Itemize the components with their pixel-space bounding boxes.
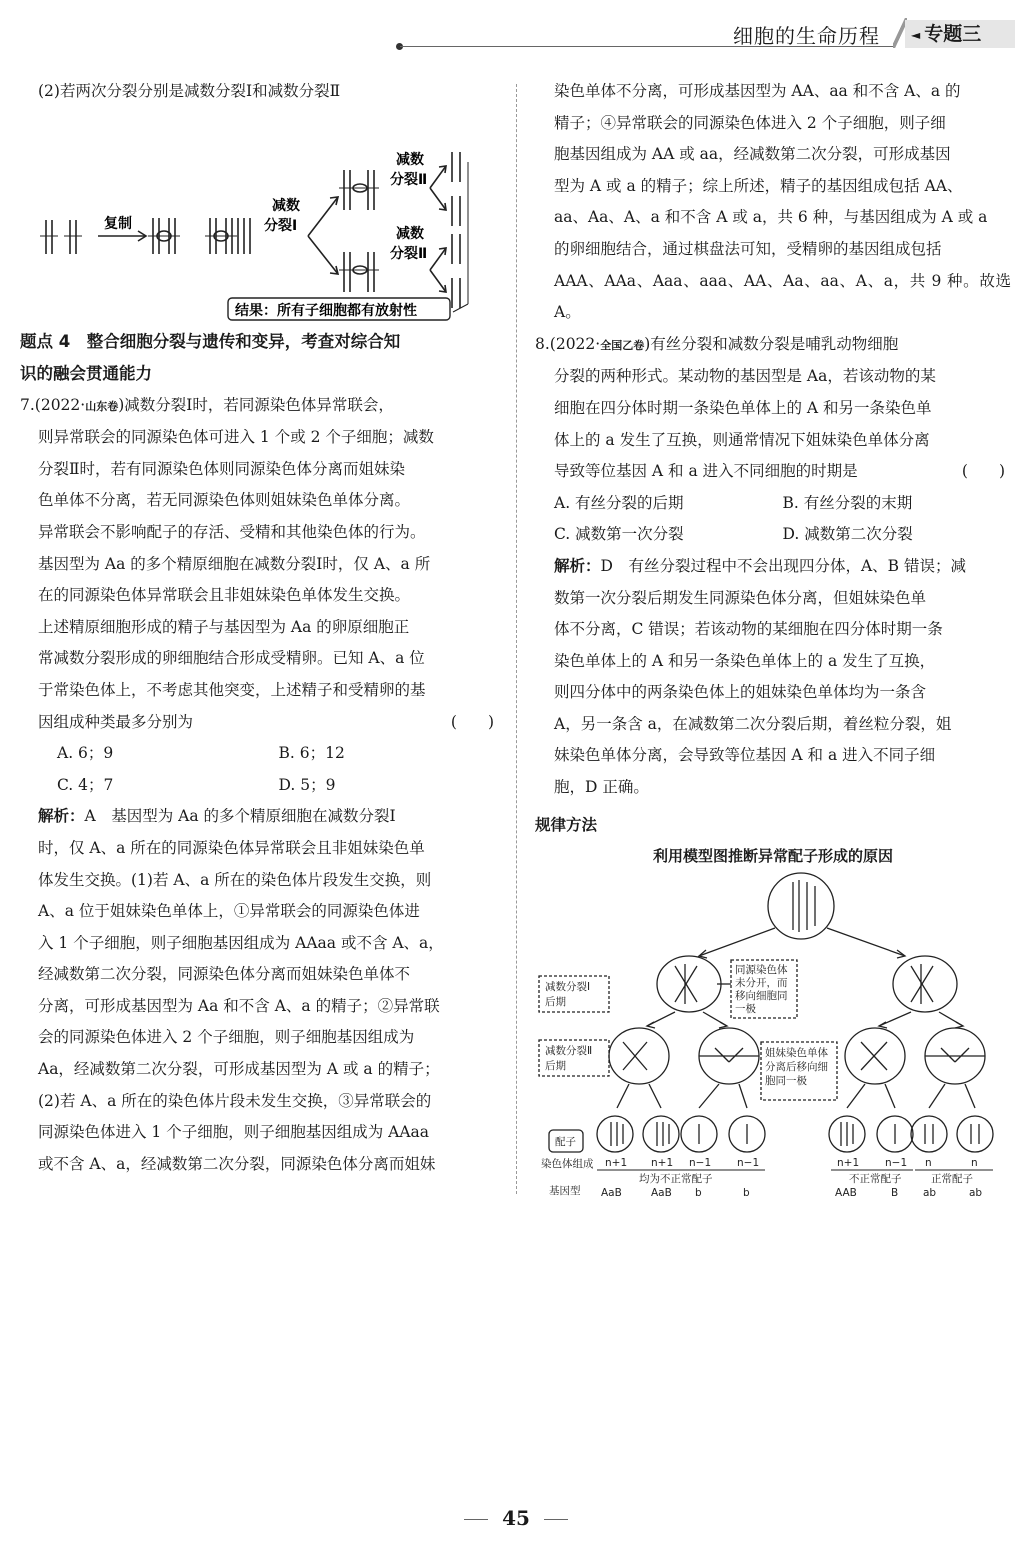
genotype: AAB: [835, 1186, 857, 1199]
q8-line: 导致等位基因 A 和 a 进入不同细胞的时期是 ( ): [535, 456, 1011, 488]
q8-number: 8.(2022·: [535, 334, 601, 353]
option-c: C. 4；7: [57, 775, 114, 794]
ans7-cont-line: 的卵细胞结合，通过棋盘法可知，受精卵的基因组成包括: [554, 239, 942, 258]
intro-line: (2)若两次分裂分别是减数分裂Ⅰ和减数分裂Ⅱ: [38, 82, 341, 100]
group-normal: 正常配子: [931, 1172, 973, 1185]
chrom-val: n+1: [837, 1156, 860, 1169]
ans7-cont-line: AAA、AAa、Aaa、aaa、AA、Aa、aa、A、a，共 9 种。故选 A。: [554, 271, 1011, 322]
label-genotype: 基因型: [549, 1184, 581, 1197]
ans7-cont-line: 型为 A 或 a 的精子；综上所述，精子的基因组成包括 AA、: [554, 176, 963, 195]
q7-line: 在的同源染色体异常联会且非姐妹染色单体发生交换。: [38, 586, 411, 605]
q8-options-row-2: [535, 519, 1011, 551]
header-tag-label: 专题三: [924, 23, 982, 45]
ans7-line: 时，仅 A、a 所在的同源染色体异常联会且非姐妹染色单: [38, 838, 425, 857]
note-mii-1: 姐妹染色单体: [765, 1046, 828, 1059]
column-divider: [516, 84, 517, 1194]
topic-heading-1: 题点 4 整合细胞分裂与遗传和变异，考查对综合知: [20, 331, 401, 351]
option-a: A. 6；9: [57, 744, 114, 763]
ans7-line: 经减数第二次分裂，同源染色体分离而姐妹染色单体不: [38, 965, 411, 984]
q8-line: 分裂的两种形式。某动物的基因型是 Aa，若该动物的某: [554, 367, 936, 386]
label-mii-2: 后期: [545, 1059, 566, 1072]
ans7-line: A、a 位于姐妹染色单体上，①异常联会的同源染色体进: [38, 902, 420, 921]
q7-options-row-1: [38, 738, 500, 770]
q7-line: 异常联会不影响配子的存活、受精和其他染色体的行为。: [38, 522, 426, 541]
label-mi-2: 后期: [545, 995, 566, 1008]
group-abnormal: 不正常配子: [849, 1172, 902, 1185]
group-abnormal-all: 均为不正常配子: [639, 1172, 713, 1185]
q7-line: 因组成种类最多分别为 ( ): [38, 707, 500, 739]
option-c: C. 减数第一次分裂: [554, 525, 684, 544]
chrom-val: n: [925, 1156, 932, 1169]
dash-left: [464, 1519, 488, 1520]
q7-line: 色单体不分离，若无同源染色体则姐妹染色单体分离。: [38, 491, 411, 510]
label-meiosis2-b: 分裂Ⅱ: [390, 171, 428, 188]
q7-number: 7.(2022·: [20, 395, 86, 414]
figure-caption: 利用模型图推断异常配子形成的原因: [652, 846, 893, 865]
left-column: [20, 76, 500, 1180]
q7-line: 则异常联会的同源染色体可进入 1 个或 2 个子细胞；减数: [38, 428, 434, 447]
ans8-line: 则四分体中的两条染色体上的姐妹染色单体均为一条含: [554, 683, 927, 702]
answer-8: [535, 551, 1011, 804]
genotype: AaB: [651, 1186, 672, 1199]
note-mi-4: 一极: [735, 1002, 756, 1015]
page-number: 45: [0, 1506, 1032, 1530]
ans7-line: 会的同源染色体进入 2 个子细胞，则子细胞基因组成为: [38, 1028, 415, 1047]
genotype: b: [695, 1186, 702, 1199]
chrom-val: n−1: [885, 1156, 908, 1169]
triangle-left-icon: ◄: [911, 27, 921, 42]
q7-line: 常减数分裂形成的卵细胞结合形成受精卵。已知 A、a 位: [38, 649, 425, 668]
ans7-line: 分离，可形成基因型为 Aa 和不含 A、a 的精子；②异常联: [38, 996, 440, 1015]
dash-right: [544, 1519, 568, 1520]
ans8-line-0: 解析：D 有丝分裂过程中不会出现四分体，A、B 错误；减: [554, 556, 966, 575]
q7-line: 分裂Ⅱ时，若有同源染色体则同源染色体分离而姐妹染: [38, 459, 406, 478]
genotype: ab: [969, 1186, 983, 1199]
label-mi-1: 减数分裂Ⅰ: [545, 980, 591, 993]
option-d: D. 5；9: [278, 775, 336, 794]
ans8-line: 胞，D 正确。: [554, 778, 649, 797]
genotype: b: [743, 1186, 750, 1199]
chrom-val: n−1: [737, 1156, 760, 1169]
note-mi-2: 未分开，而: [735, 976, 788, 989]
answer-7-continued: [535, 76, 1011, 329]
header-tag: [905, 20, 1015, 48]
label-meiosis2-a: 减数: [396, 151, 424, 168]
note-mii-3: 胞同一极: [765, 1074, 807, 1087]
label-meiosis2-c: 减数: [396, 225, 424, 242]
q7-line: 于常染色体上，不考虑其他突变，上述精子和受精卵的基: [38, 680, 426, 699]
replication-diagram: [38, 112, 500, 322]
ans7-line: (2)若 A、a 所在的染色体片段未发生交换，③异常联会的: [38, 1091, 432, 1110]
label-gamete: 配子: [555, 1135, 576, 1148]
note-mii-2: 分离后移向细: [765, 1060, 828, 1073]
ans7-cont-line: 染色单体不分离，可形成基因型为 AA、aa 和不含 A、a 的: [554, 82, 961, 100]
label-copy: 复制: [104, 215, 132, 232]
answer-blank: ( ): [450, 712, 494, 731]
answer-7: [38, 801, 500, 1180]
ans7-cont-line: 精子；④异常联会的同源染色体进入 2 个子细胞，则子细: [554, 113, 946, 132]
genotype: AaB: [601, 1186, 622, 1199]
q7-source: 山东卷: [85, 399, 119, 413]
option-b: B. 6；12: [278, 744, 345, 763]
option-b: B. 有丝分裂的末期: [782, 493, 913, 512]
option-d: D. 减数第二次分裂: [782, 525, 913, 544]
label-chrom: 染色体组成: [541, 1157, 594, 1170]
header-title: 细胞的生命历程: [733, 24, 880, 48]
ans7-line: 体发生交换。(1)若 A、a 所在的染色体片段发生交换，则: [38, 870, 432, 889]
label-meiosis1-a: 减数: [272, 197, 300, 214]
q8-line-0: 8.(2022·全国乙卷)有丝分裂和减数分裂是哺乳动物细胞: [535, 334, 899, 353]
ans7-line: 同源染色体进入 1 个子细胞，则子细胞基因组成为 AAaa: [38, 1123, 430, 1142]
ans8-line: 妹染色单体分离，会导致等位基因 A 和 a 进入不同子细: [554, 746, 936, 765]
q8-source: 全国乙卷: [600, 338, 645, 352]
q7-line: 上述精原细胞形成的精子与基因型为 Aa 的卵原细胞正: [38, 617, 410, 636]
result-label: 结果：所有子细胞都有放射性: [235, 302, 417, 319]
note-mi-1: 同源染色体: [735, 963, 788, 976]
ans7-line: 入 1 个子细胞，则子细胞基因组成为 AAaa 或不含 A、a，: [38, 933, 444, 952]
q7-line-0: 7.(2022·山东卷)减数分裂Ⅰ时，若同源染色体异常联会，: [20, 395, 394, 414]
ans7-cont-line: aa、Aa、A、a 和不含 A 或 a，共 6 种，与基因组成为 A 或 a: [554, 208, 988, 227]
ans7-line-0: 解析：A 基因型为 Aa 的多个精原细胞在减数分裂Ⅰ: [38, 807, 396, 826]
analysis-label: 解析：: [554, 556, 601, 575]
genotype: B: [891, 1186, 899, 1199]
analysis-label: 解析：: [38, 807, 85, 826]
q8-line: 体上的 a 发生了互换，则通常情况下姐妹染色单体分离: [554, 430, 930, 449]
ans7-line: 或不含 A、a，经减数第二次分裂，同源染色体分离而姐妹: [38, 1154, 436, 1173]
rule-method-heading: 规律方法: [535, 815, 598, 834]
q8-line: 细胞在四分体时期一条染色单体上的 A 和另一条染色单: [554, 398, 932, 417]
chrom-val: n−1: [689, 1156, 712, 1169]
label-mii-1: 减数分裂Ⅱ: [545, 1044, 593, 1057]
right-column: [535, 76, 1011, 1206]
chrom-val: n+1: [651, 1156, 674, 1169]
chrom-val: n: [971, 1156, 978, 1169]
label-meiosis2-d: 分裂Ⅱ: [390, 245, 428, 262]
note-mi-3: 移向细胞同: [735, 989, 788, 1002]
abnormal-gamete-diagram: [535, 872, 1011, 1202]
ans8-line: A，另一条含 a，在减数第二次分裂后期，着丝粒分裂，姐: [554, 714, 952, 733]
label-meiosis1-b: 分裂Ⅰ: [264, 217, 298, 234]
ans8-line: 数第一次分裂后期发生同源染色体分离，但姐妹染色单: [554, 588, 927, 607]
answer-blank: ( ): [961, 462, 1005, 481]
ans8-line: 体不分离，C 错误；若该动物的某细胞在四分体时期一条: [554, 620, 943, 639]
q7-options-row-2: [38, 770, 500, 802]
chrom-val: n+1: [605, 1156, 628, 1169]
q7-line: 基因型为 Aa 的多个精原细胞在减数分裂Ⅰ时，仅 A、a 所: [38, 554, 431, 573]
ans7-line: Aa，经减数第二次分裂，可形成基因型为 A 或 a 的精子；: [38, 1060, 440, 1079]
question-7: [20, 390, 500, 802]
question-8: [535, 329, 1011, 551]
q8-options-row-1: [535, 488, 1011, 520]
option-a: A. 有丝分裂的后期: [554, 493, 684, 512]
topic-heading-2: 识的融会贯通能力: [20, 363, 152, 383]
ans8-line: 染色单体上的 A 和另一条染色单体上的 a 发生了互换，: [554, 651, 936, 670]
ans7-cont-line: 胞基因组成为 AA 或 aa，经减数第二次分裂，可形成基因: [554, 145, 951, 164]
genotype: ab: [923, 1186, 937, 1199]
